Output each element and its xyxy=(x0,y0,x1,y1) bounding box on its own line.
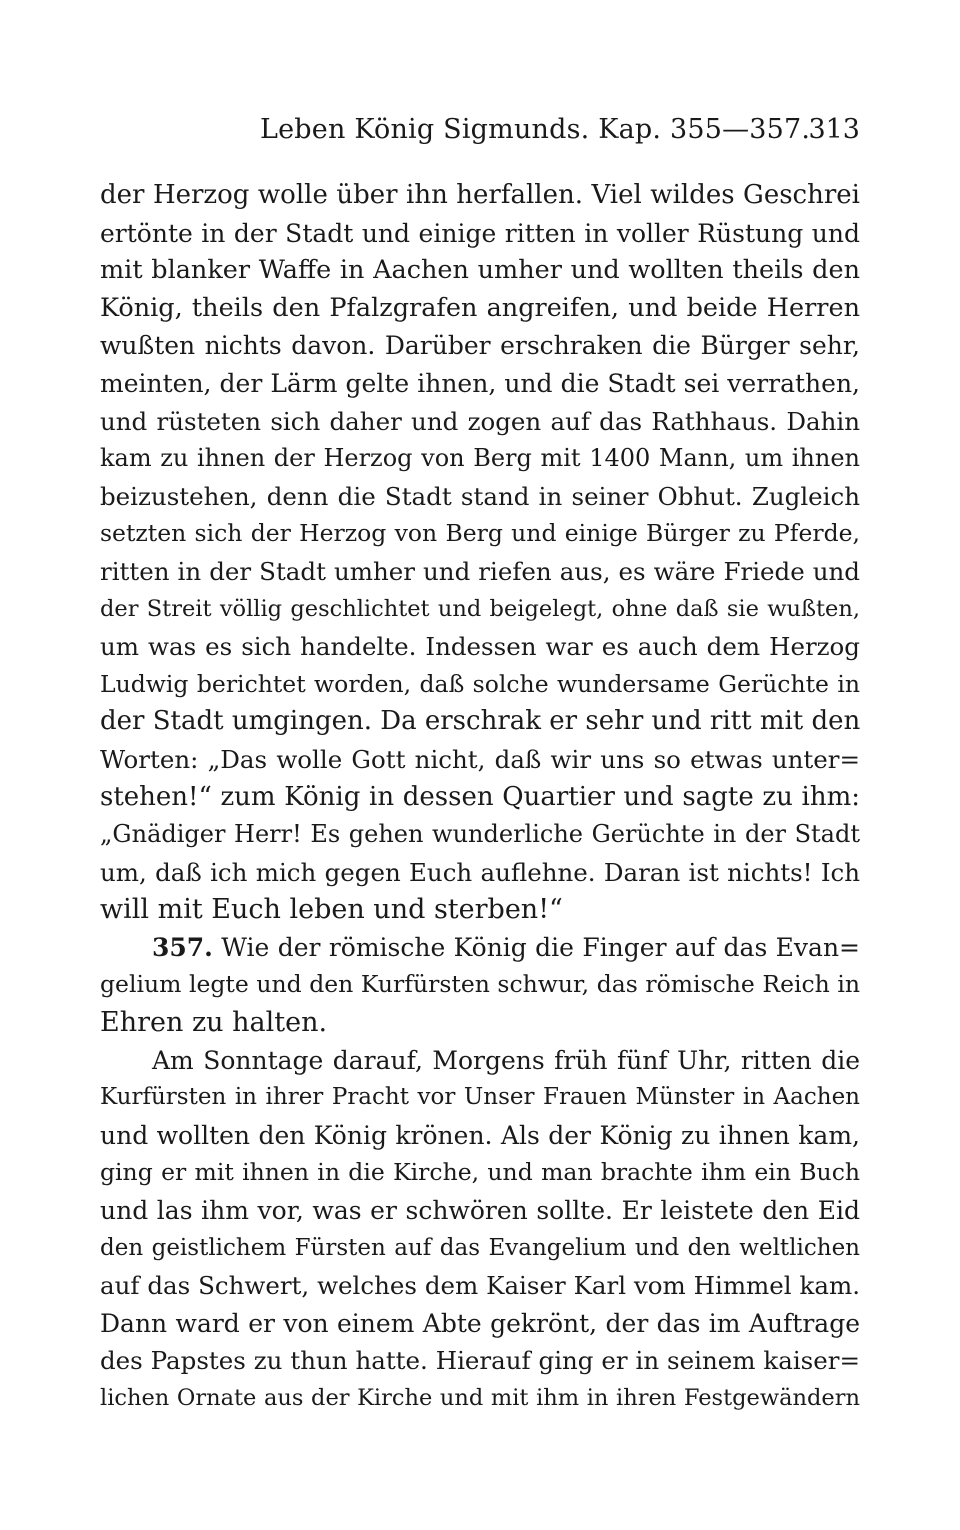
text-line: ertönte in der Stadt und einige ritten in voller Rüstung und xyxy=(100,218,860,248)
text-line: Am Sonntage darauf, Morgens früh fünf Uhr, ritten die xyxy=(152,1045,860,1075)
text-line: um was es sich handelte. Indessen war es auch dem Herzog xyxy=(100,632,860,662)
text-line: der Streit völlig geschlichtet und beigelegt, ohne daß sie wußten, xyxy=(100,595,860,622)
text-line: Kurfürsten in ihrer Pracht vor Unser Frauen Münster in Aachen xyxy=(100,1084,860,1111)
page-number: 313 xyxy=(808,114,860,145)
text-line: und rüsteten sich daher und zogen auf das Rathhaus. Dahin xyxy=(100,406,860,436)
text-line: der Herzog wolle über ihn herfallen. Viel wildes Geschrei xyxy=(100,180,860,210)
text-line: meinten, der Lärm gelte ihnen, und die Stadt sei verrathen, xyxy=(100,368,860,398)
text-line: kam zu ihnen der Herzog von Berg mit 1400 Mann, um ihnen xyxy=(100,444,860,473)
text-line: Worten: „Das wolle Gott nicht, daß wir uns so etwas unter= xyxy=(100,744,860,774)
text-line: stehen!“ zum König in dessen Quartier und sagte zu ihm: xyxy=(100,781,860,812)
text-line: auf das Schwert, welches dem Kaiser Karl vom Himmel kam. xyxy=(100,1271,860,1301)
text-line: lichen Ornate aus der Kirche und mit ihm in ihren Festgewändern xyxy=(100,1385,860,1411)
text-line: Dann ward er von einem Abte gekrönt, der das im Auftrage xyxy=(100,1308,860,1338)
text-line: und las ihm vor, was er schwören sollte. Er leistete den Eid xyxy=(100,1196,860,1226)
text-line: wußten nichts davon. Darüber erschraken die Bürger sehr, xyxy=(100,331,860,361)
text-line: setzten sich der Herzog von Berg und einige Bürger zu Pferde, xyxy=(100,519,860,548)
text-line: will mit Euch leben und sterben!“ xyxy=(100,894,563,926)
section-number: 357. xyxy=(152,932,213,962)
text-line: Ludwig berichtet worden, daß solche wundersame Gerüchte in xyxy=(100,669,860,698)
text-line: des Papstes zu thun hatte. Hierauf ging er in seinem kaiser= xyxy=(100,1346,860,1376)
section-heading-line: gelium legte und den Kurfürsten schwur, das römische Reich in xyxy=(100,970,860,999)
text-line: um, daß ich mich gegen Euch auflehne. Daran ist nichts! Ich xyxy=(100,857,860,887)
text-line: beizustehen, denn die Stadt stand in seiner Obhut. Zugleich xyxy=(100,481,860,511)
section-heading-line: Ehren zu halten. xyxy=(100,1007,328,1039)
text-line: und wollten den König krönen. Als der König zu ihnen kam, xyxy=(100,1120,860,1150)
section-heading-text: Wie der römische König die Finger auf das Evan= xyxy=(221,932,860,962)
running-title: Leben König Sigmunds. Kap. 355—357. xyxy=(260,114,811,145)
text-line: mit blanker Waffe in Aachen umher und wollten theils den xyxy=(100,255,860,286)
text-line: „Gnädiger Herr! Es gehen wunderliche Gerüchte in der Stadt xyxy=(100,820,860,849)
text-line: ritten in der Stadt umher und riefen aus, es wäre Friede und xyxy=(100,556,860,586)
text-line: ging er mit ihnen in die Kirche, und man brachte ihm ein Buch xyxy=(100,1158,860,1187)
body-text xyxy=(100,177,860,1418)
section-heading-line xyxy=(100,929,860,967)
text-line: der Stadt umgingen. Da erschrak er sehr und ritt mit den xyxy=(100,706,860,737)
text-line: den geistlichem Fürsten auf das Evangelium und den weltlichen xyxy=(100,1234,860,1261)
text-line: König, theils den Pfalzgrafen angreifen, und beide Herren xyxy=(100,292,860,323)
running-head xyxy=(100,110,860,150)
